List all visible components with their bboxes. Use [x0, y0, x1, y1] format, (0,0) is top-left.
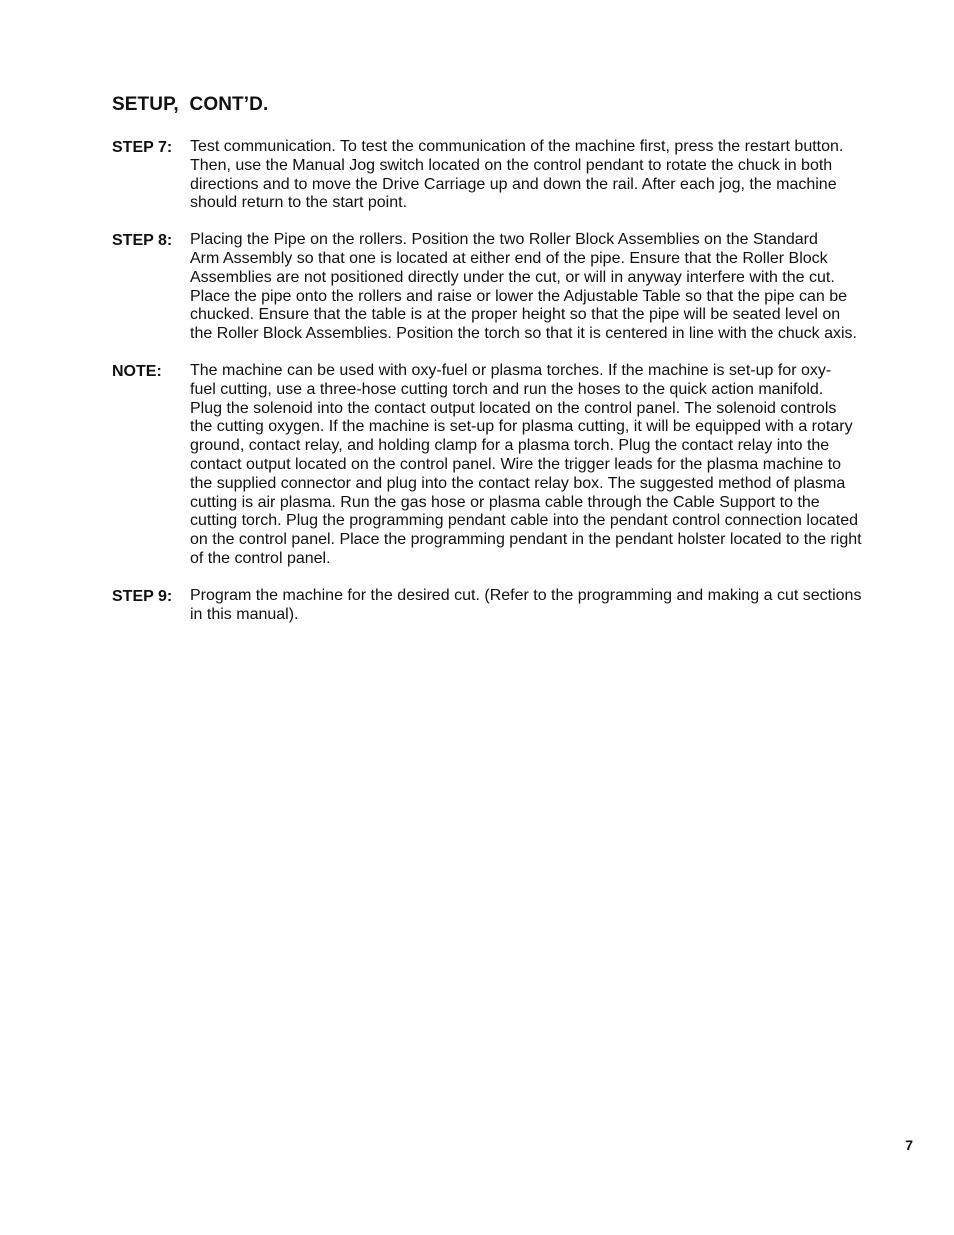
- text-line: Arm Assembly so that one is located at either end of the pipe. Ensure that the Roller Block: [190, 249, 828, 267]
- page-number: 7: [905, 1137, 913, 1153]
- step-8-text: [190, 231, 917, 344]
- text-line: Then, use the Manual Jog switch located on the control pendant to rotate the chuck in both: [190, 156, 833, 174]
- step-9-text: [190, 587, 917, 625]
- text-line: the supplied connector and plug into the contact relay box. The suggested method of plasma: [190, 474, 846, 492]
- step-9-label: STEP 9:: [112, 587, 173, 605]
- text-line: Assemblies are not positioned directly under the cut, or will in anyway interfere with the cut.: [190, 268, 835, 286]
- text-line: on the control panel. Place the programming pendant in the pendant holster located to the right: [190, 531, 862, 549]
- note-text: [190, 362, 917, 569]
- text-line: the Roller Block Assemblies. Position the torch so that it is centered in line with the chuck axis.: [190, 325, 857, 343]
- step-7-text: [190, 138, 917, 213]
- text-line: Place the pipe onto the rollers and raise or lower the Adjustable Table so that the pipe can be: [190, 287, 848, 305]
- text-line: directions and to move the Drive Carriage up and down the rail. After each jog, the machine: [190, 175, 837, 193]
- text-line: of the control panel.: [190, 549, 331, 567]
- text-line: The machine can be used with oxy-fuel or plasma torches. If the machine is set-up for oxy-: [190, 361, 832, 379]
- note-label: NOTE:: [112, 362, 162, 380]
- step-9: [112, 587, 917, 625]
- step-7-label: STEP 7:: [112, 139, 173, 156]
- text-line: the cutting oxygen. If the machine is set-up for plasma cutting, it will be equipped with a rotary: [190, 418, 853, 436]
- text-line: contact output located on the control panel. Wire the trigger leads for the plasma machine to: [190, 455, 842, 473]
- text-line: ground, contact relay, and holding clamp for a plasma torch. Plug the contact relay into the: [190, 437, 830, 455]
- step-8: [112, 231, 917, 344]
- text-line: in this manual).: [190, 605, 299, 623]
- step-8-label: STEP 8:: [112, 232, 173, 250]
- note: [112, 362, 917, 569]
- text-line: Program the machine for the desired cut. (Refer to the programming and making a cut sections: [190, 586, 862, 604]
- text-line: chucked. Ensure that the table is at the proper height so that the pipe will be seated level on: [190, 306, 841, 324]
- text-line: Placing the Pipe on the rollers. Position the two Roller Block Assemblies on the Standard: [190, 231, 818, 249]
- text-line: fuel cutting, use a three-hose cutting torch and run the hoses to the quick action manifold.: [190, 380, 824, 398]
- page-title: SETUP, CONT’D.: [112, 94, 269, 115]
- instruction-list: [112, 138, 917, 642]
- text-line: Plug the solenoid into the contact output located on the control panel. The solenoid controls: [190, 399, 837, 417]
- text-line: Test communication. To test the communication of the machine first, press the restart button.: [190, 138, 844, 155]
- text-line: should return to the start point.: [190, 194, 408, 212]
- step-7: [112, 138, 917, 213]
- text-line: cutting torch. Plug the programming pendant cable into the pendant control connection located: [190, 512, 858, 530]
- text-line: cutting is air plasma. Run the gas hose or plasma cable through the Cable Support to the: [190, 493, 820, 511]
